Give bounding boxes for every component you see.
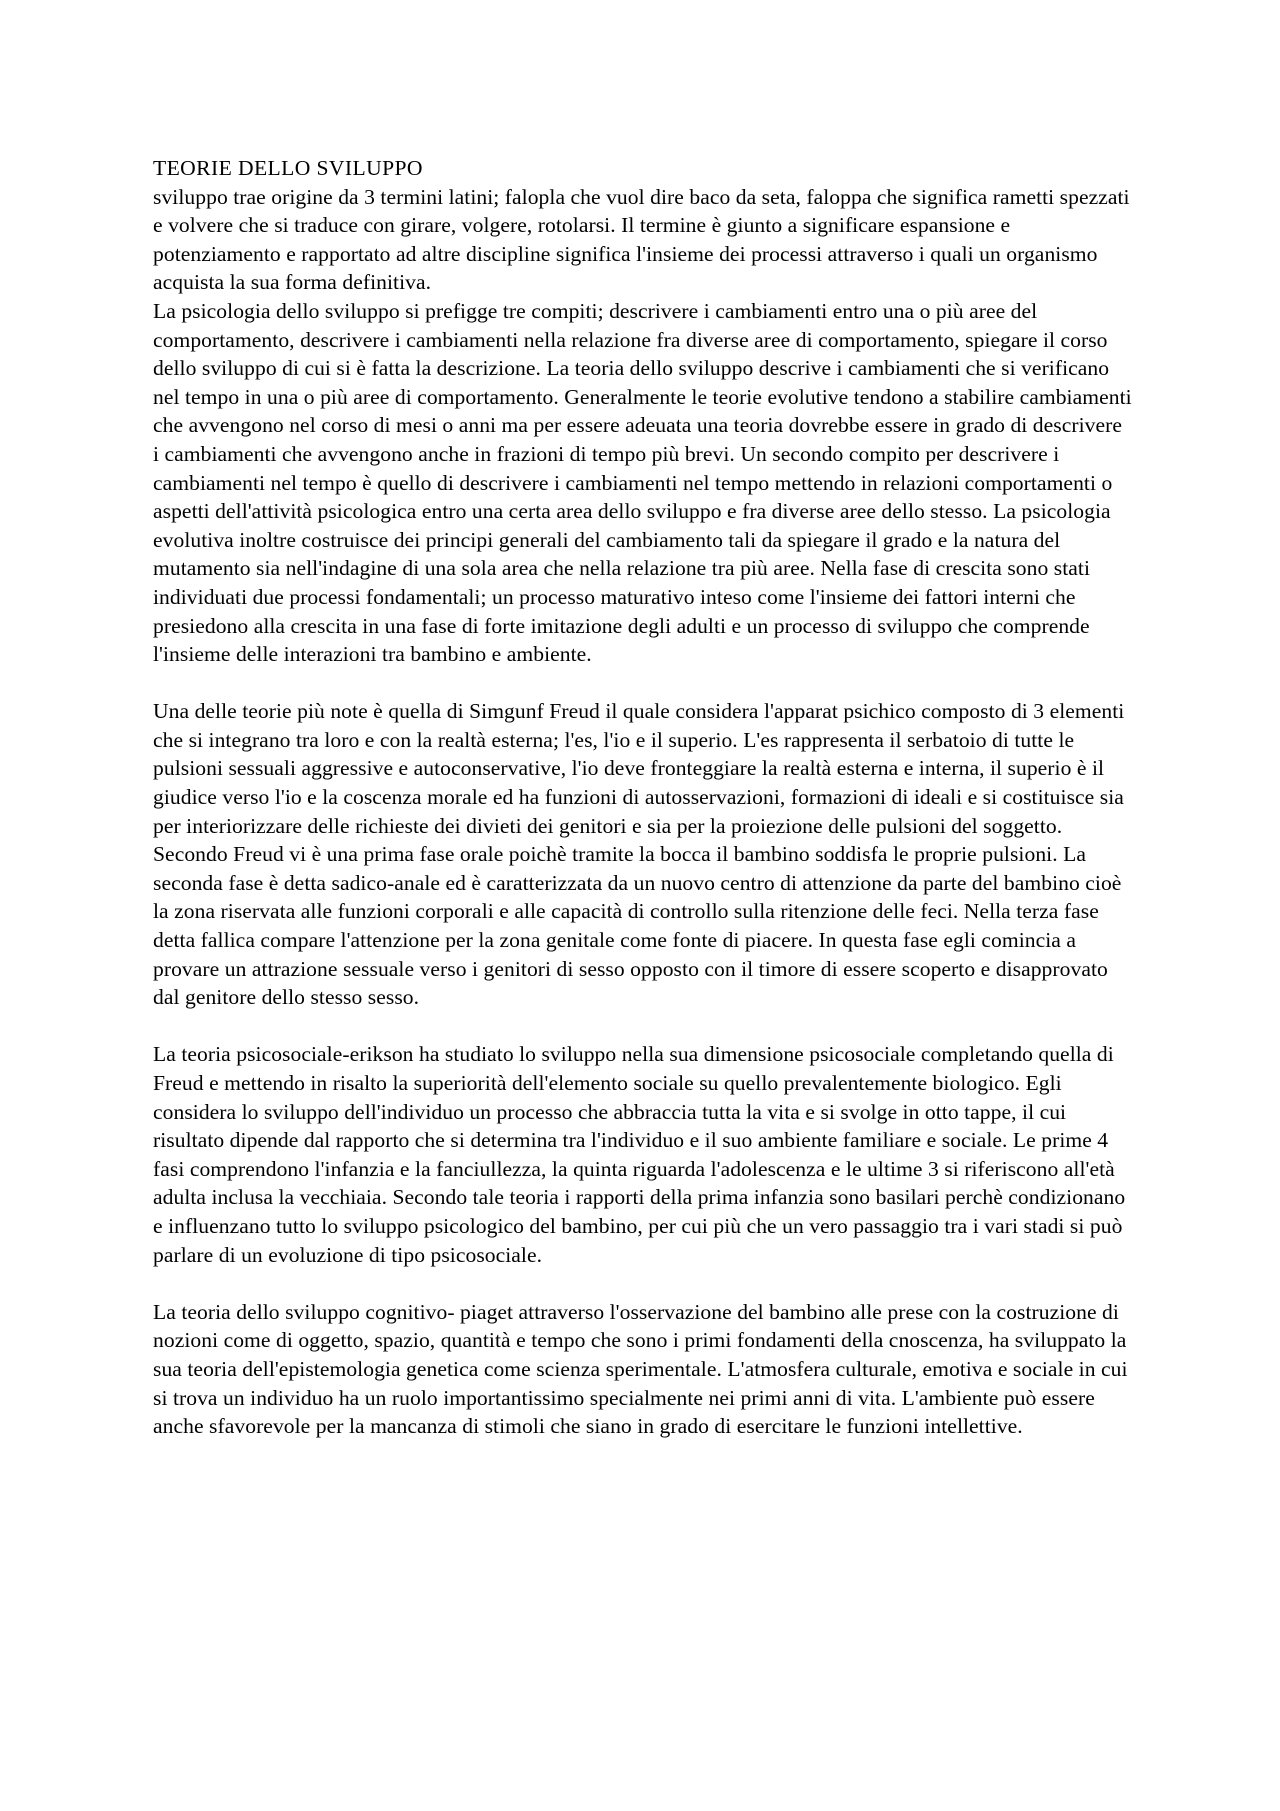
- paragraph-gap: [153, 1269, 1133, 1298]
- paragraph-gap: [153, 1012, 1133, 1041]
- document-title: TEORIE DELLO SVILUPPO: [153, 156, 423, 180]
- paragraph-freud: Una delle teorie più note è quella di Simgunf Freud il quale considera l'apparat psichico composto di 3 elementi che si integrano tra loro e con la realtà esterna; l'es, l'io e il superio. L'es rappresenta il serbatoio di tutte le pulsioni sessuali aggressive e autoconservative, l'io deve fronteggiare la realtà esterna e interna, il superio è il giudice verso l'io e la coscenza morale ed ha funzioni di autosservazioni, formazioni di ideali e si costituisce sia per interiorizzare delle richieste dei divieti dei genitori e sia per la proiezione delle pulsioni del soggetto. Secondo Freud vi è una prima fase orale poichè tramite la bocca il bambino soddisfa le proprie pulsioni. La seconda fase è detta sadico-anale ed è caratterizzata da un nuovo centro di attenzione da parte del bambino cioè la zona riservata alle funzioni corporali e alle capacità di controllo sulla ritenzione delle feci. Nella terza fase detta fallica compare l'attenzione per la zona genitale come fonte di piacere. In questa fase egli comincia a provare un attrazione sessuale verso i genitori di sesso opposto con il timore di essere scoperto e disapprovato dal genitore dello stesso sesso.: [153, 699, 1125, 1010]
- paragraph-developmental-psychology: La psicologia dello sviluppo si prefigge tre compiti; descrivere i cambiamenti entro una o più aree del comportamento, descrivere i cambiamenti nella relazione fra diverse aree di comportamento, spiegare il corso dello sviluppo di cui si è fatta la descrizione. La teoria dello sviluppo descrive i cambiamenti che si verificano nel tempo in una o più aree di comportamento. Generalmente le teorie evolutive tendono a stabilire cambiamenti che avvengono nel corso di mesi o anni ma per essere adeuata una teoria dovrebbe essere in grado di descrivere i cambiamenti che avvengono anche in frazioni di tempo più brevi. Un secondo compito per descrivere i cambiamenti nel tempo è quello di descrivere i cambiamenti nel tempo mettendo in relazioni comportamenti o aspetti dell'attività psicologica entro una certa area dello sviluppo e fra diverse aree dello stesso. La psicologia evolutiva inoltre costruisce dei principi generali del cambiamento tali da spiegare il grado e la natura del mutamento sia nell'indagine di una sola area che nella relazione tra più aree. Nella fase di crescita sono stati individuati due processi fondamentali; un processo maturativo inteso come l'insieme dei fattori interni che presiedono alla crescita in una fase di forte imitazione degli adulti e un processo di sviluppo che comprende l'insieme delle interazioni tra bambino e ambiente.: [153, 298, 1132, 667]
- paragraph-erikson: La teoria psicosociale-erikson ha studiato lo sviluppo nella sua dimensione psicosociale completando quella di Freud e mettendo in risalto la superiorità dell'elemento sociale su quello prevalentemente biologico. Egli considera lo sviluppo dell'individuo un processo che abbraccia tutta la vita e si svolge in otto tappe, il cui risultato dipende dal rapporto che si determina tra l'individuo e il suo ambiente familiare e sociale. Le prime 4 fasi comprendono l'infanzia e la fanciullezza, la quinta riguarda l'adolescenza e le ultime 3 si riferiscono all'età adulta inclusa la vecchiaia. Secondo tale teoria i rapporti della prima infanzia sono basilari perchè condizionano e influenzano tutto lo sviluppo psicologico del bambino, per cui più che un vero passaggio tra i vari stadi si può parlare di un evoluzione di tipo psicosociale.: [153, 1042, 1126, 1267]
- paragraph-piaget: La teoria dello sviluppo cognitivo- piaget attraverso l'osservazione del bambino alle prese con la costruzione di nozioni come di oggetto, spazio, quantità e tempo che sono i primi fondamenti della cnoscenza, ha sviluppato la sua teoria dell'epistemologia genetica come scienza sperimentale. L'atmosfera culturale, emotiva e sociale in cui si trova un individuo ha un ruolo importantissimo specialmente nei primi anni di vita. L'ambiente può essere anche sfavorevole per la mancanza di stimoli che siano in grado di esercitare le funzioni intellettive.: [153, 1299, 1128, 1439]
- document-body: [153, 154, 1133, 1441]
- paragraph-etymology: sviluppo trae origine da 3 termini latini; falopla che vuol dire baco da seta, faloppa che significa rametti spezzati e volvere che si traduce con girare, volgere, rotolarsi. Il termine è giunto a significare espansione e potenziamento e rapportato ad altre discipline significa l'insieme dei processi attraverso i quali un organismo acquista la sua forma definitiva.: [153, 184, 1130, 295]
- paragraph-gap: [153, 669, 1133, 698]
